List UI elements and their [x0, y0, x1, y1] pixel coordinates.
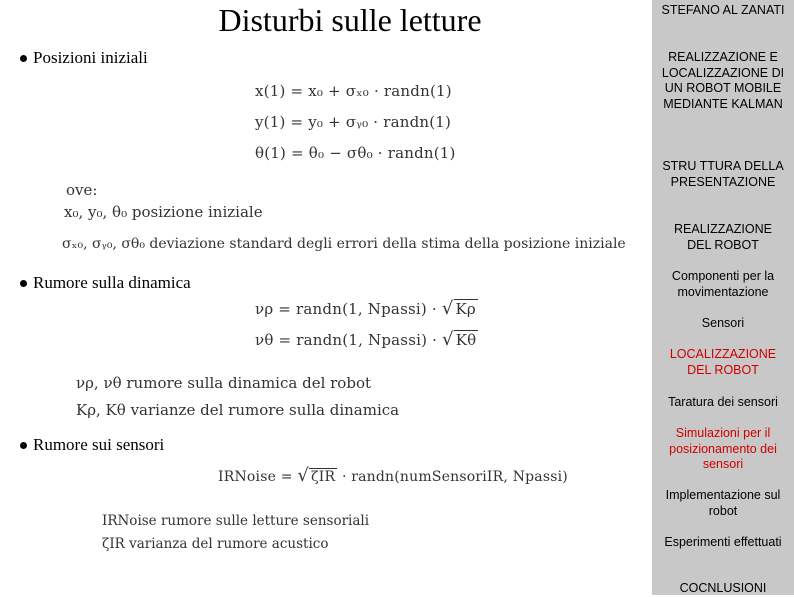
note-posizione-iniziale: x₀, y₀, θ₀ posizione iniziale: [64, 203, 263, 221]
sidebar-item-author[interactable]: STEFANO AL ZANATI: [661, 3, 785, 17]
sidebar-item-implementazione-robot[interactable]: Implementazione sul robot: [665, 488, 781, 518]
bullet-dot-icon: [20, 55, 27, 62]
note-rumore-dinamica: νρ, νθ rumore sulla dinamica del robot: [76, 374, 371, 392]
equation-irnoise-radicand: ζIR: [311, 469, 336, 485]
bullet-label: Posizioni iniziali: [33, 48, 148, 67]
sidebar-item-conclusioni[interactable]: COCNLUSIONI: [679, 581, 767, 595]
bullet-label: Rumore sui sensori: [33, 435, 165, 454]
sidebar-item-taratura-sensori[interactable]: Taratura dei sensori: [668, 395, 778, 409]
sidebar-item-esperimenti[interactable]: Esperimenti effettuati: [664, 535, 782, 549]
equation-nu-theta-lhs: νθ = randn(1, Npassi) ·: [255, 331, 438, 349]
bullet-dot-icon: [20, 442, 27, 449]
sidebar-item-realizzazione-localizzazione[interactable]: REALIZZAZIONE E LOCALIZZAZIONE DI UN ROBOT MOBILE MEDIANTE KALMAN: [661, 50, 785, 111]
sidebar-item-sensori[interactable]: Sensori: [701, 316, 745, 330]
equation-nu-rho-lhs: νρ = randn(1, Npassi) ·: [255, 300, 437, 318]
equation-irnoise-rhs: · randn(numSensoriIR, Npassi): [341, 469, 568, 485]
equation-theta1: θ(1) = θ₀ − σθ₀ · randn(1): [255, 144, 456, 162]
note-ove: ove:: [66, 181, 98, 199]
equation-x1: x(1) = x₀ + σₓ₀ · randn(1): [255, 82, 452, 100]
sqrt-icon: √ ζIR: [297, 465, 336, 486]
equation-y1: y(1) = y₀ + σᵧ₀ · randn(1): [255, 113, 452, 131]
bullet-rumore-sensori: [20, 435, 164, 455]
bullet-rumore-dinamica: [20, 273, 191, 293]
equation-nu-rho: [255, 298, 478, 319]
bullet-dot-icon: [20, 280, 27, 287]
equation-irnoise: [218, 465, 568, 486]
equation-nu-theta-radicand: Kθ: [455, 331, 477, 349]
sidebar-item-localizzazione-robot[interactable]: LOCALIZZAZIONE DEL ROBOT: [669, 347, 777, 377]
note-zeta: ζIR varianza del rumore acustico: [102, 536, 329, 552]
sidebar-item-simulazioni-posizionamento[interactable]: Simulazioni per il posizionamento dei sensori: [669, 426, 777, 471]
note-deviazione-standard: σₓ₀, σᵧ₀, σθ₀ deviazione standard degli errori della stima della posizione iniziale: [62, 236, 626, 252]
equation-nu-theta: [255, 329, 478, 350]
slide-title: Disturbi sulle letture: [218, 2, 482, 38]
equation-nu-rho-radicand: Kρ: [455, 300, 476, 318]
note-varianze: Kρ, Kθ varianze del rumore sulla dinamica: [76, 401, 400, 419]
navigation-sidebar: [652, 0, 794, 595]
sidebar-item-realizzazione-robot[interactable]: REALIZZAZIONE DEL ROBOT: [674, 222, 772, 252]
sqrt-icon: √ Kθ: [442, 329, 477, 350]
note-irnoise: IRNoise rumore sulle letture sensoriali: [102, 513, 370, 529]
bullet-label: Rumore sulla dinamica: [33, 273, 191, 292]
sqrt-icon: √ Kρ: [441, 298, 476, 319]
equation-irnoise-lhs: IRNoise =: [218, 469, 293, 485]
sidebar-item-struttura-presentazione[interactable]: STRU TTURA DELLA PRESENTAZIONE: [662, 159, 784, 189]
sidebar-item-componenti-movimentazione[interactable]: Componenti per la movimentazione: [671, 269, 775, 299]
bullet-posizioni-iniziali: [20, 48, 148, 68]
